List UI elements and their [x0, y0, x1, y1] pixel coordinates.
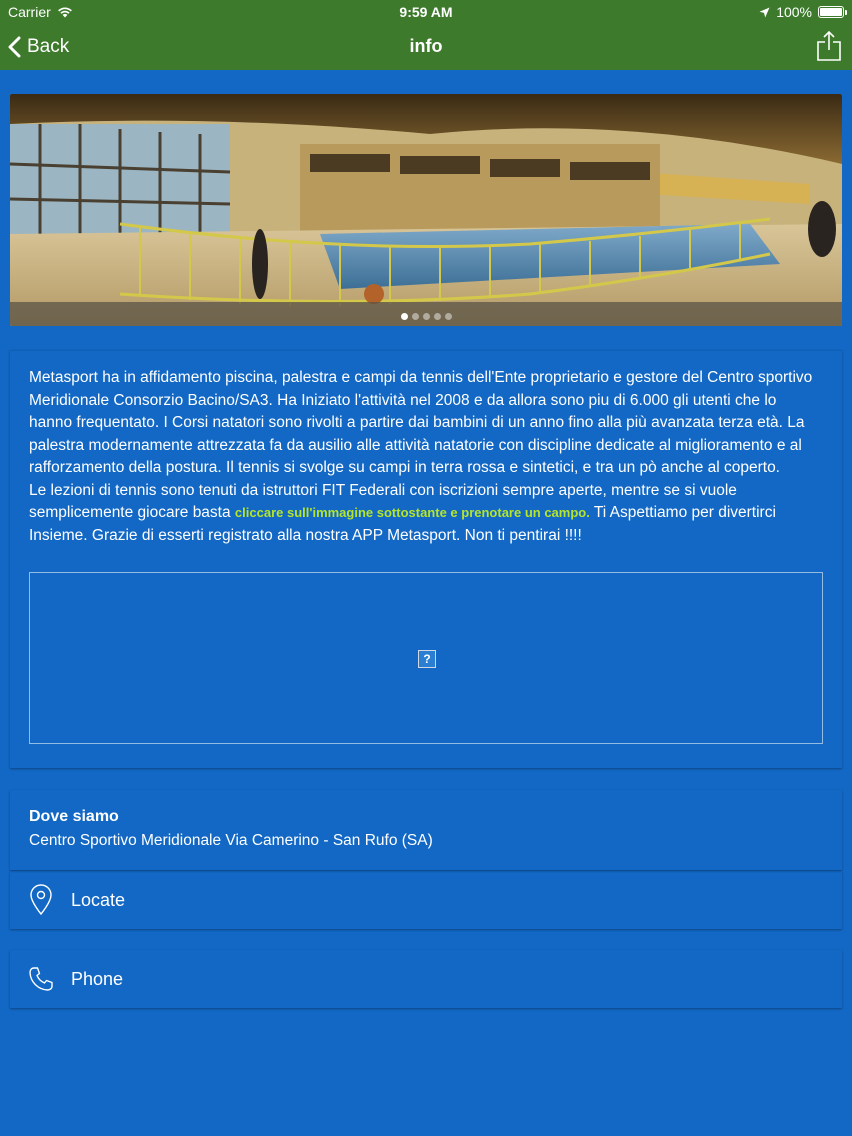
booking-link[interactable]: cliccare sull'immagine sottostante e prenotare un campo.: [234, 505, 590, 520]
location-arrow-icon: [759, 7, 770, 18]
description-paragraph-1: Metasport ha in affidamento piscina, palestra e campi da tennis dell'Ente proprietario e gestore del Centro sportivo Meridionale Consorzio Bacino/SA3. Ha Iniziato l'attività nel 2008 e da allora sono piu di 6.000 gli utenti che lo hanno frequentato. I Corsi natatori sono rivolti a partire dai bambini di un anno fino alla più avanzata terza età. La palestra modernamente attrezzata fa da ausilio alle attività natatorie con discipline dedicate al miglioramento e al rafforzamento della postura. Il tennis si svolge su campi in terra rossa e sintetici, e tra un pò anche al coperto.: [29, 369, 813, 476]
phone-icon: [28, 964, 54, 994]
page-dot[interactable]: [412, 313, 419, 320]
location-card: [10, 790, 842, 1010]
page-dot[interactable]: [434, 313, 441, 320]
pool-photo: [10, 94, 842, 326]
description-card: [10, 350, 842, 768]
location-header: [10, 790, 842, 870]
description-text-end: Ti Aspettiamo per divertirci Insieme. Grazie di esserti registrato alla nostra APP Metasport. Non ti pentirai !!!!: [29, 504, 776, 544]
location-title: Dove siamo: [29, 808, 119, 825]
status-bar: [0, 0, 852, 24]
broken-image-icon: ?: [418, 650, 436, 668]
page-dot[interactable]: [445, 313, 452, 320]
carrier-label: Carrier: [8, 4, 51, 20]
share-icon[interactable]: [816, 30, 842, 62]
phone-label: Phone: [71, 968, 124, 989]
status-time: 9:59 AM: [399, 4, 453, 20]
locate-label: Locate: [71, 889, 126, 910]
map-pin-icon: [28, 885, 54, 915]
description-paragraph-2: [29, 480, 823, 548]
battery-percent: 100%: [776, 4, 812, 20]
page-indicator[interactable]: [10, 313, 842, 320]
locate-button[interactable]: [10, 871, 842, 929]
booking-image[interactable]: [29, 572, 823, 744]
nav-bar: [0, 24, 852, 70]
status-right: [759, 4, 844, 20]
location-address: Centro Sportivo Meridionale Via Camerino - San Rufo (SA): [29, 832, 433, 849]
page-dot[interactable]: [401, 313, 408, 320]
image-gallery[interactable]: [10, 94, 842, 326]
page-title: info: [409, 36, 443, 56]
page-dot[interactable]: [423, 313, 430, 320]
back-label: Back: [27, 36, 70, 57]
description-text-start: Le lezioni di tennis sono tenuti da istruttori FIT Federali con iscrizioni sempre aperte, mentre se si vuole semplicemente giocare basta: [29, 481, 737, 521]
battery-icon: [818, 6, 844, 18]
phone-button[interactable]: [10, 950, 842, 1008]
